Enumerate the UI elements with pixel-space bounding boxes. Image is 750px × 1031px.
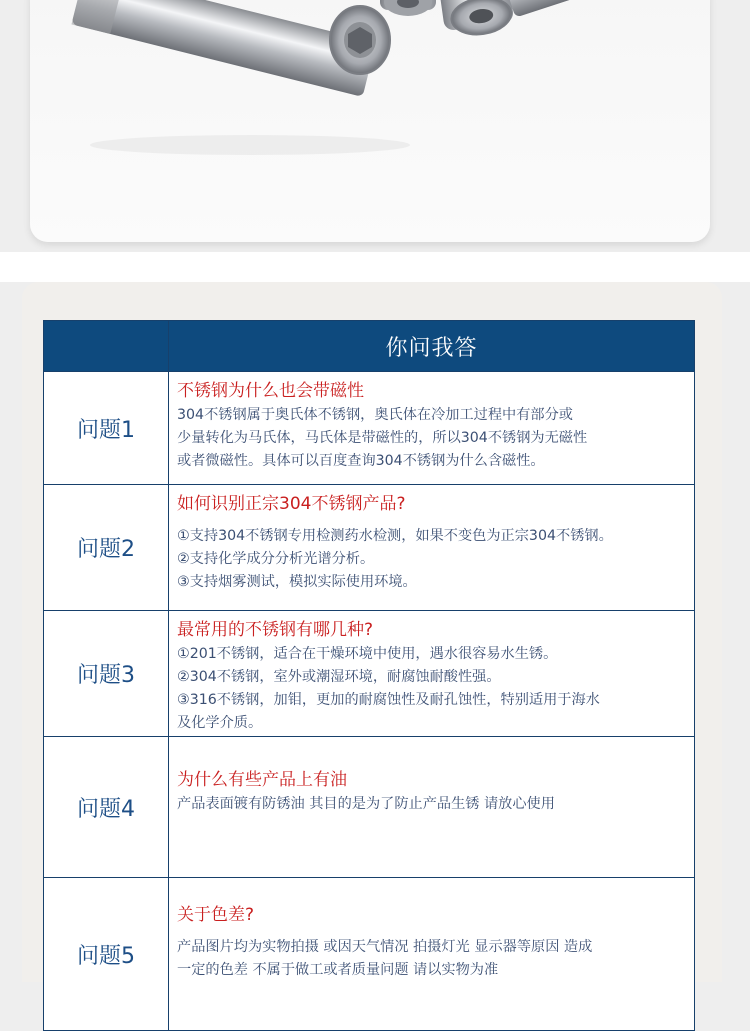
- question-label: 问题3: [44, 611, 169, 737]
- answer-line: ③316不锈钢，加钼，更加的耐腐蚀性及耐孔蚀性，特别适用于海水: [177, 692, 600, 708]
- answer-cell: [169, 372, 695, 485]
- answer-line: ③支持烟雾测试，模拟实际使用环境。: [177, 574, 417, 590]
- section-divider: [0, 252, 750, 282]
- answer-line: 产品表面镀有防锈油 其目的是为了防止产品生锈 请放心使用: [177, 796, 555, 812]
- qa-row: [44, 611, 695, 737]
- qa-header-row: [44, 321, 695, 372]
- qa-header-title: 你问我答: [169, 321, 695, 372]
- answer-line: 及化学介质。: [177, 715, 263, 731]
- answer-line: 304不锈钢属于奥氏体不锈钢，奥氏体在冷加工过程中有部分或: [177, 407, 573, 423]
- qa-row: [44, 485, 695, 611]
- question-title: 最常用的不锈钢有哪几种?: [177, 620, 374, 640]
- answer-cell: [169, 611, 695, 737]
- answer-cell: [169, 878, 695, 1031]
- qa-row: [44, 372, 695, 485]
- answer-line: 产品图片均为实物拍摄 或因天气情况 拍摄灯光 显示器等原因 造成: [177, 939, 593, 955]
- qa-header-blank: [44, 321, 169, 372]
- question-title: 关于色差?: [177, 905, 255, 925]
- question-title: 不锈钢为什么也会带磁性: [177, 381, 364, 401]
- answer-line: 少量转化为马氏体，马氏体是带磁性的，所以304不锈钢为无磁性: [177, 430, 588, 446]
- answer-line: ②支持化学成分分析光谱分析。: [177, 551, 375, 567]
- answer-line: 一定的色差 不属于做工或者质量问题 请以实物为准: [177, 962, 499, 978]
- qa-row: [44, 737, 695, 878]
- answer-line: 或者微磁性。具体可以百度查询304不锈钢为什么含磁性。: [177, 453, 545, 469]
- product-photo: [30, 0, 710, 242]
- answer-cell: [169, 485, 695, 611]
- question-label: 问题5: [44, 878, 169, 1031]
- question-label: 问题2: [44, 485, 169, 611]
- product-photo-card: [30, 0, 710, 242]
- question-title: 为什么有些产品上有油: [177, 770, 347, 790]
- question-title: 如何识别正宗304不锈钢产品?: [177, 494, 406, 514]
- qa-table: [43, 320, 695, 1031]
- answer-cell: [169, 737, 695, 878]
- answer-line: ①支持304不锈钢专用检测药水检测，如果不变色为正宗304不锈钢。: [177, 528, 613, 544]
- answer-line: ②304不锈钢，室外或潮湿环境，耐腐蚀耐酸性强。: [177, 669, 501, 685]
- question-label: 问题4: [44, 737, 169, 878]
- answer-line: ①201不锈钢，适合在干燥环境中使用，遇水很容易水生锈。: [177, 646, 558, 662]
- qa-row: [44, 878, 695, 1031]
- question-label: 问题1: [44, 372, 169, 485]
